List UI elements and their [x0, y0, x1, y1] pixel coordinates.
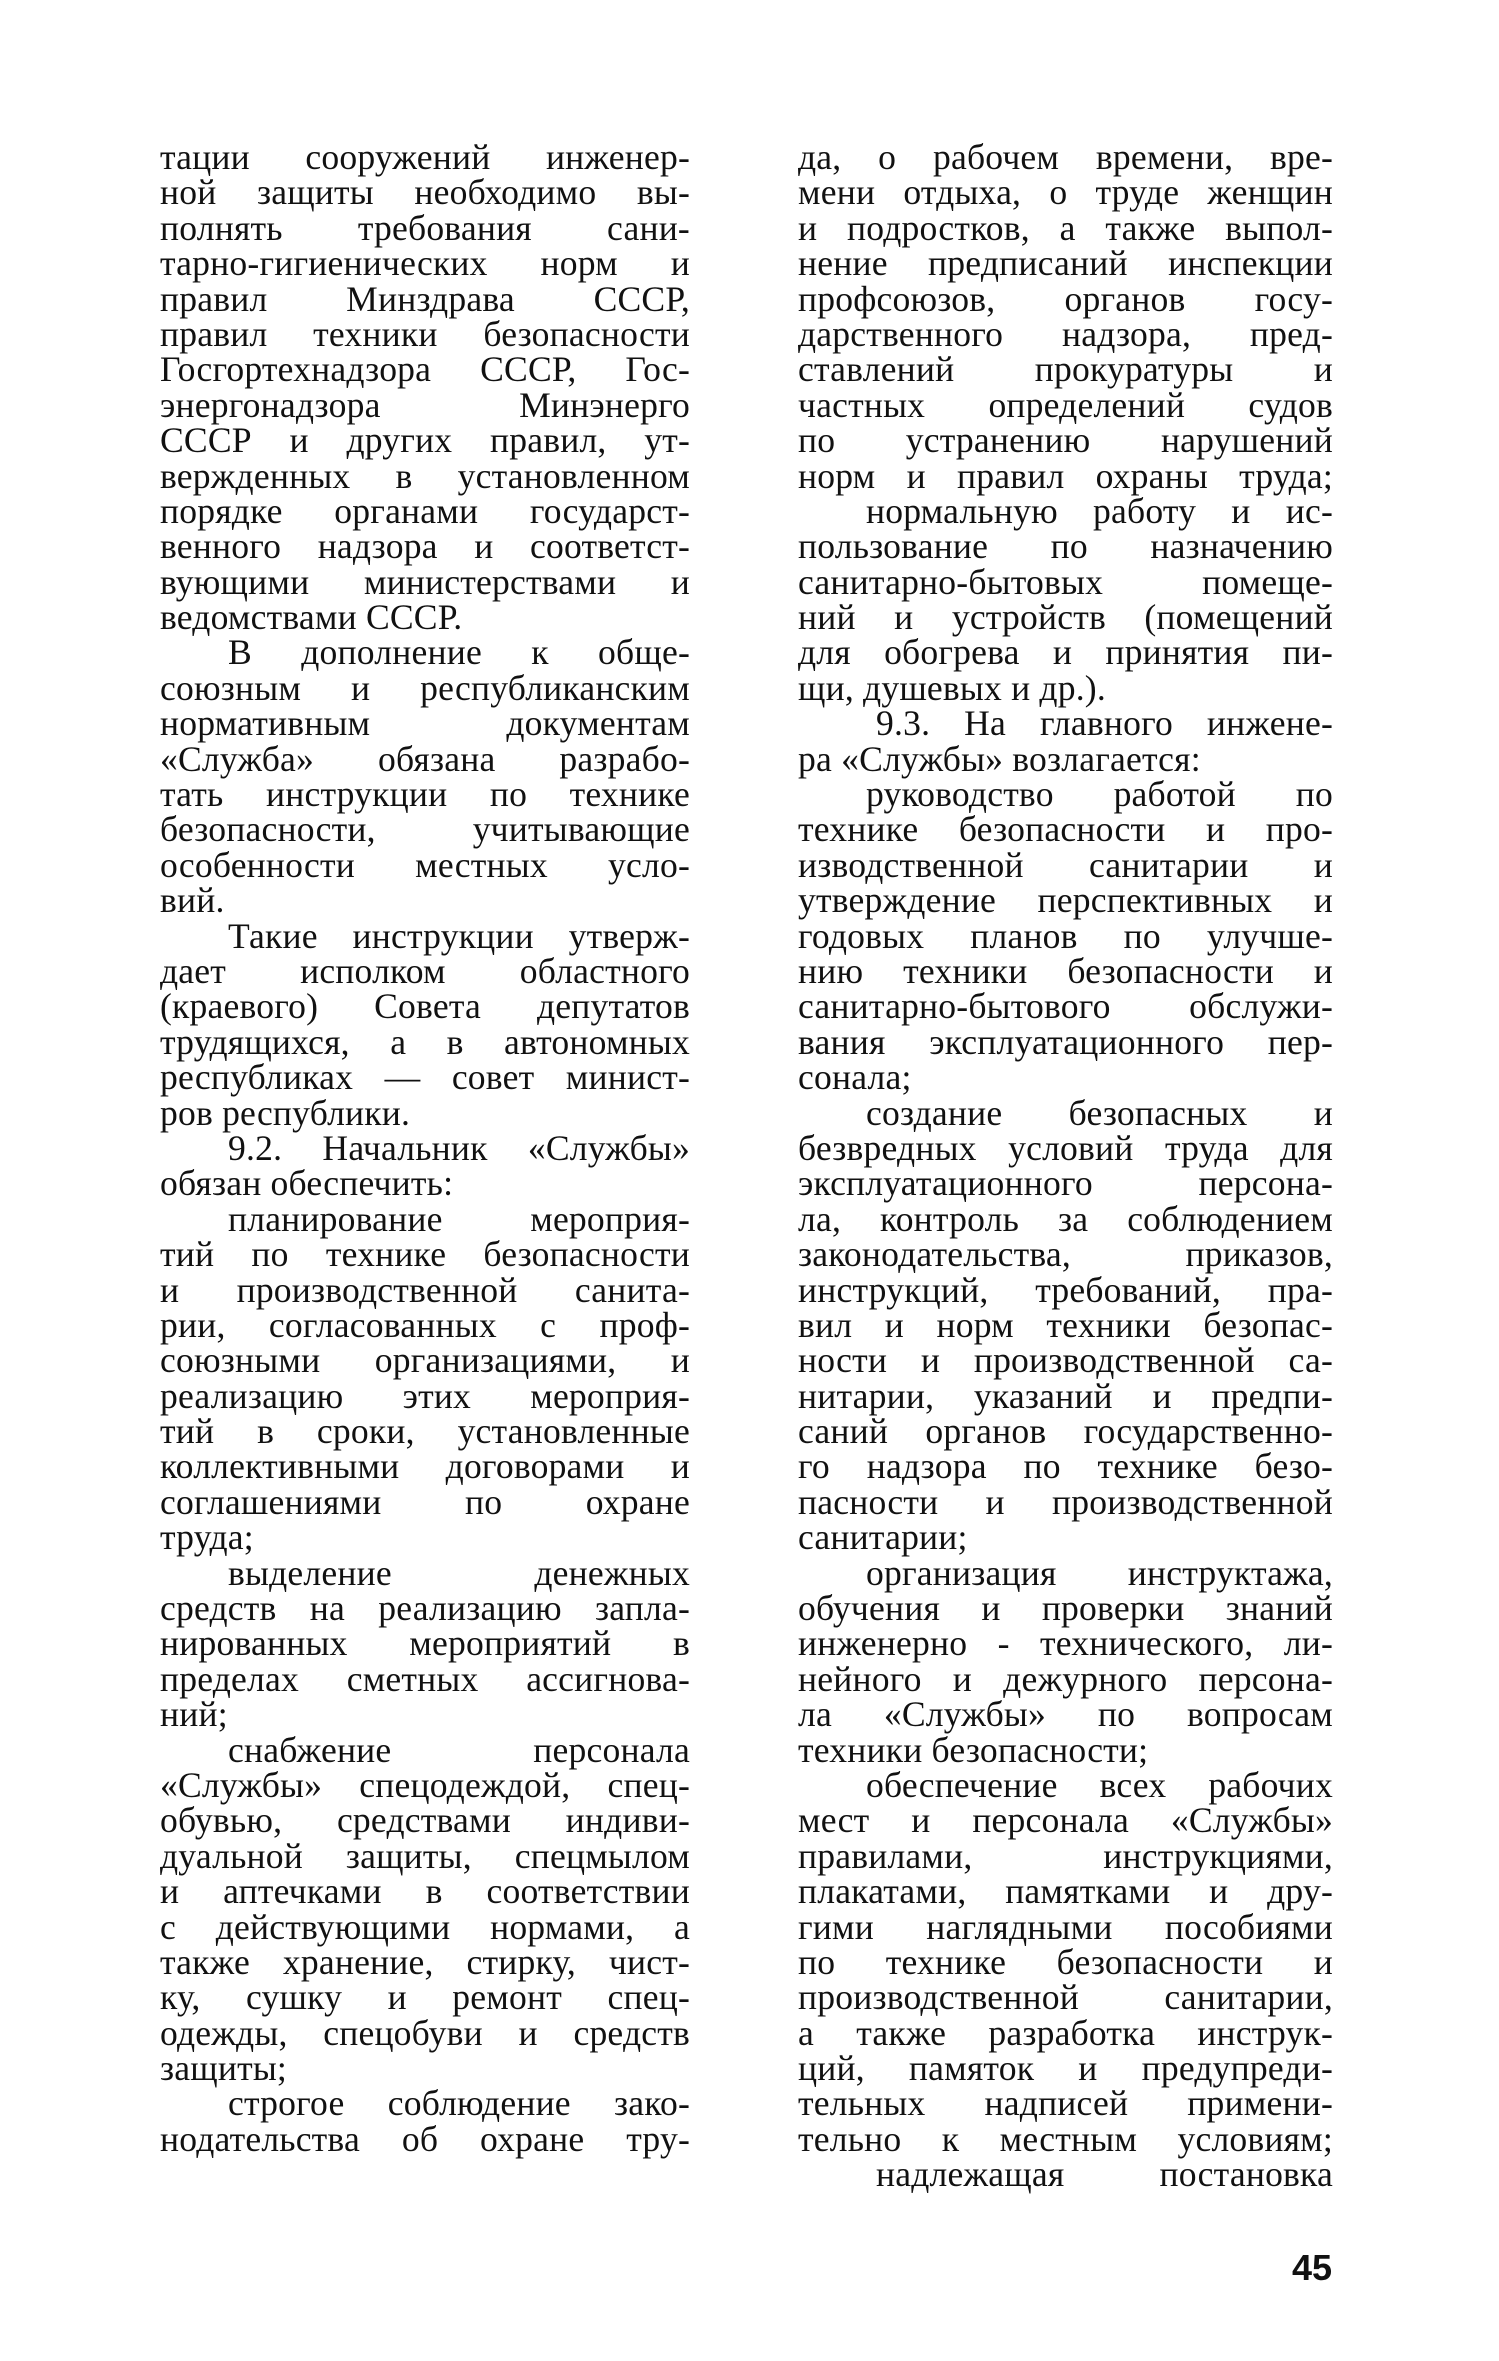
text-line: тации сооружений инженер- — [160, 137, 690, 177]
text-line: по устранению нарушений — [798, 420, 1333, 461]
text-line: правилами, инструкциями, — [798, 1835, 1333, 1876]
text-line: технике безопасности и про- — [798, 809, 1333, 850]
text-line: союзными организациями, и — [160, 1340, 690, 1381]
text-line: особенности местных усло- — [160, 844, 690, 885]
text-line: тельных надписей примени- — [798, 2083, 1333, 2124]
text-line: щи, душевых и др.). — [798, 667, 1106, 708]
text-line: ку, сушку и ремонт спец- — [160, 1977, 690, 2018]
text-line: 9.2. Начальник «Службы» — [228, 1127, 690, 1168]
text-line: защиты; — [160, 2048, 288, 2089]
text-line: вержденных в установленном — [160, 455, 690, 496]
text-line: тать инструкции по технике — [160, 774, 690, 815]
text-line: ра «Службы» возлагается: — [798, 738, 1201, 779]
text-line: коллективными договорами и — [160, 1446, 690, 1487]
text-line: годовых планов по улучше- — [798, 915, 1333, 956]
text-line: организация инструктажа, — [866, 1552, 1333, 1593]
text-line: безвредных условий труда для — [798, 1127, 1333, 1168]
text-line: Госгортехнадзора СССР, Гос- — [160, 349, 690, 390]
text-line: производственной санитарии, — [798, 1977, 1333, 2018]
text-line: реализацию этих мероприя- — [160, 1375, 690, 1416]
text-line: нированных мероприятий в — [160, 1623, 690, 1664]
text-line: 9.3. На главного инжене- — [876, 703, 1333, 744]
text-line: обеспечение всех рабочих — [866, 1764, 1333, 1805]
text-line: пределах сметных ассигнова- — [160, 1658, 690, 1699]
text-line: снабжение персонала — [228, 1729, 690, 1770]
text-line: ла «Службы» по вопросам — [798, 1694, 1333, 1735]
text-line: тий по технике безопасности — [160, 1234, 690, 1275]
text-line: «Служба» обязана разрабо- — [160, 738, 690, 779]
text-line: планирование мероприя- — [228, 1198, 690, 1239]
text-line: ний и устройств (помещений — [798, 597, 1333, 638]
text-line: ведомствами СССР. — [160, 597, 463, 638]
text-line: инструкций, требований, пра- — [798, 1269, 1333, 1310]
text-line: СССР и других правил, ут- — [160, 420, 690, 461]
right-text-column — [798, 137, 1333, 2195]
text-line: одежды, спецобуви и средств — [160, 2012, 690, 2053]
text-line: нию техники безопасности и — [798, 950, 1333, 991]
text-line: сонала; — [798, 1057, 912, 1098]
text-line: да, о рабочем времени, вре- — [798, 137, 1333, 177]
text-line: мени отдыха, о труде женщин — [798, 172, 1333, 213]
text-line: вания эксплуатационного пер- — [798, 1021, 1333, 1062]
text-line: санитарии; — [798, 1517, 968, 1558]
text-line: полнять требования сани- — [160, 207, 690, 248]
page-number: 45 — [1291, 2247, 1332, 2288]
text-line: соглашениями по охране — [160, 1481, 690, 1522]
text-line: безопасности, учитывающие — [160, 809, 690, 850]
text-line: с действующими нормами, а — [160, 1906, 690, 1947]
text-line: правил Минздрава СССР, — [160, 278, 690, 319]
text-line: нодательства об охране тру- — [160, 2118, 690, 2159]
text-line: вил и норм техники безопас- — [798, 1304, 1333, 1345]
text-line: венного надзора и соответст- — [160, 526, 690, 567]
text-line: порядке органами государст- — [160, 490, 690, 531]
text-line: санитарно-бытового обслужи- — [798, 986, 1333, 1027]
text-line: частных определений судов — [798, 384, 1333, 425]
text-line: ла, контроль за соблюдением — [798, 1198, 1333, 1239]
text-line: и аптечками в соответствии — [160, 1871, 690, 1912]
text-line: инженерно - технического, ли- — [798, 1623, 1333, 1664]
text-line: также хранение, стирку, чист- — [160, 1941, 690, 1982]
text-line: труда; — [160, 1517, 254, 1558]
text-line: гими наглядными пособиями — [798, 1906, 1333, 1947]
text-line: плакатами, памятками и дру- — [798, 1871, 1333, 1912]
text-line: вий. — [160, 880, 225, 921]
text-line: обязан обеспечить: — [160, 1163, 454, 1204]
text-line: ной защиты необходимо вы- — [160, 172, 690, 213]
text-line: и производственной санита- — [160, 1269, 690, 1310]
text-line: рии, согласованных с проф- — [160, 1304, 690, 1345]
text-line: санитарно-бытовых помеще- — [798, 561, 1333, 602]
text-line: ций, памяток и предупреди- — [798, 2048, 1333, 2089]
text-line: го надзора по технике безо- — [798, 1446, 1333, 1487]
text-line: дает исполком областного — [160, 950, 690, 991]
text-line: обучения и проверки знаний — [798, 1588, 1333, 1629]
text-line: строгое соблюдение зако- — [228, 2083, 690, 2124]
text-line: средств на реализацию запла- — [160, 1588, 690, 1629]
text-line: надлежащая постановка — [876, 2154, 1333, 2195]
text-line: утверждение перспективных и — [798, 880, 1333, 921]
text-line: законодательства, приказов, — [798, 1234, 1333, 1275]
text-line: вующими министерствами и — [160, 561, 690, 602]
text-line: ров республики. — [160, 1092, 411, 1133]
text-line: энергонадзора Минэнерго — [160, 384, 690, 425]
text-line: «Службы» спецодеждой, спец- — [160, 1764, 690, 1805]
text-line: пасности и производственной — [798, 1481, 1333, 1522]
text-line: (краевого) Совета депутатов — [160, 986, 690, 1027]
text-line: нейного и дежурного персона- — [798, 1658, 1333, 1699]
text-line: и подростков, а также выпол- — [798, 207, 1333, 248]
text-line: тарно-гигиенических норм и — [160, 243, 690, 284]
text-line: тий в сроки, установленные — [160, 1411, 690, 1452]
text-line: норм и правил охраны труда; — [798, 455, 1333, 496]
text-line: саний органов государственно- — [798, 1411, 1333, 1452]
text-line: по технике безопасности и — [798, 1941, 1333, 1982]
text-line: ний; — [160, 1694, 228, 1735]
text-line: создание безопасных и — [866, 1092, 1333, 1133]
text-line: тельно к местным условиям; — [798, 2118, 1333, 2159]
text-line: эксплуатационного персона- — [798, 1163, 1333, 1204]
text-line: профсоюзов, органов госу- — [798, 278, 1333, 319]
text-line: ставлений прокуратуры и — [798, 349, 1333, 390]
text-line: а также разработка инструк- — [798, 2012, 1333, 2053]
text-line: обувью, средствами индиви- — [160, 1800, 690, 1841]
text-line: нение предписаний инспекции — [798, 243, 1333, 284]
text-line: дарственного надзора, пред- — [798, 313, 1333, 354]
left-text-column — [160, 137, 690, 2159]
text-line: мест и персонала «Службы» — [798, 1800, 1333, 1841]
text-line: трудящихся, а в автономных — [160, 1021, 690, 1062]
text-line: изводственной санитарии и — [798, 844, 1333, 885]
text-line: нормативным документам — [160, 703, 690, 744]
text-line: руководство работой по — [866, 774, 1333, 815]
text-line: пользование по назначению — [798, 526, 1333, 567]
text-line: выделение денежных — [228, 1552, 690, 1593]
text-line: Такие инструкции утверж- — [228, 915, 690, 956]
text-line: нитарии, указаний и предпи- — [798, 1375, 1333, 1416]
text-line: В дополнение к обще- — [228, 632, 690, 673]
text-line: республиках — совет минист- — [160, 1057, 690, 1098]
text-line: правил техники безопасности — [160, 313, 690, 354]
text-line: нормальную работу и ис- — [866, 490, 1333, 531]
text-line: техники безопасности; — [798, 1729, 1149, 1770]
text-line: союзным и республиканским — [160, 667, 690, 708]
text-line: для обогрева и принятия пи- — [798, 632, 1333, 673]
text-line: дуальной защиты, спецмылом — [160, 1835, 690, 1876]
text-line: ности и производственной са- — [798, 1340, 1333, 1381]
